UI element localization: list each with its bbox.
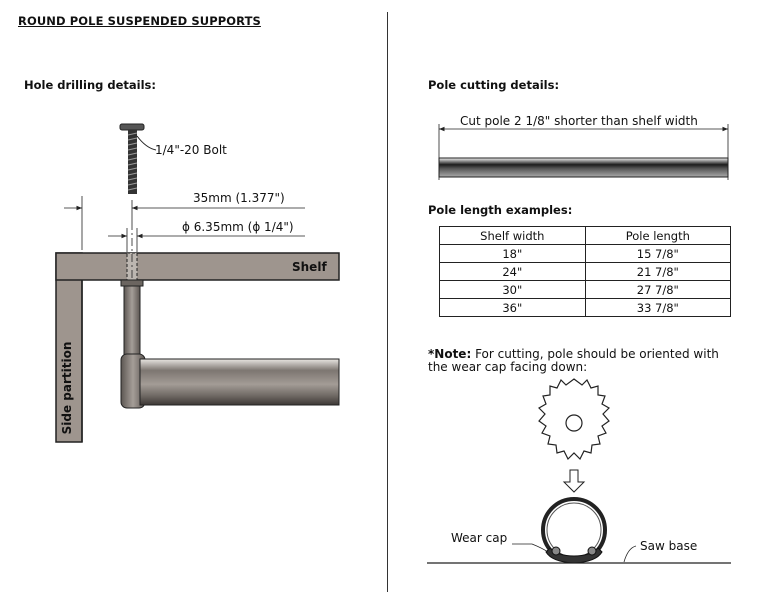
hole-dimension: ϕ 6.35mm (ϕ 1/4") bbox=[182, 220, 294, 234]
side-partition-label: Side partition bbox=[60, 341, 74, 435]
pole-cutting-heading: Pole cutting details: bbox=[428, 78, 560, 92]
table-header-row bbox=[440, 227, 731, 245]
table-cell: 15 7/8" bbox=[585, 245, 730, 263]
saw-blade-icon bbox=[539, 379, 609, 459]
table-row bbox=[440, 299, 731, 317]
table-cell: 33 7/8" bbox=[585, 299, 730, 317]
note-bold: *Note: bbox=[428, 347, 472, 361]
wear-cap-label: Wear cap bbox=[451, 531, 508, 545]
cutting-note bbox=[428, 348, 738, 374]
hole-drilling-heading: Hole drilling details: bbox=[24, 78, 156, 92]
down-arrow-icon bbox=[564, 470, 584, 492]
table-row bbox=[440, 281, 731, 299]
table-row bbox=[440, 263, 731, 281]
table-cell: 30" bbox=[440, 281, 586, 299]
page-title: ROUND POLE SUSPENDED SUPPORTS bbox=[18, 14, 261, 28]
table-cell: 24" bbox=[440, 263, 586, 281]
pole bbox=[140, 359, 339, 405]
cut-dimension: Cut pole 2 1/8" shorter than shelf width bbox=[460, 114, 698, 128]
column-header: Pole length bbox=[585, 227, 730, 245]
shelf-label: Shelf bbox=[292, 260, 327, 274]
column-header: Shelf width bbox=[440, 227, 586, 245]
table-cell: 21 7/8" bbox=[585, 263, 730, 281]
table-row bbox=[440, 245, 731, 263]
note-text: For cutting, pole should be oriented with the wear cap facing down: bbox=[428, 347, 719, 374]
bolt-icon bbox=[120, 124, 144, 194]
saw-base-label: Saw base bbox=[640, 539, 698, 553]
cut-pole bbox=[439, 158, 728, 177]
table-cell: 18" bbox=[440, 245, 586, 263]
pole-length-table bbox=[439, 226, 731, 317]
pole-length-heading: Pole length examples: bbox=[428, 203, 573, 217]
bolt-label: 1/4"-20 Bolt bbox=[155, 143, 227, 157]
offset-dimension: 35mm (1.377") bbox=[193, 191, 285, 205]
table-cell: 36" bbox=[440, 299, 586, 317]
table-cell: 27 7/8" bbox=[585, 281, 730, 299]
pole-section bbox=[543, 499, 605, 563]
